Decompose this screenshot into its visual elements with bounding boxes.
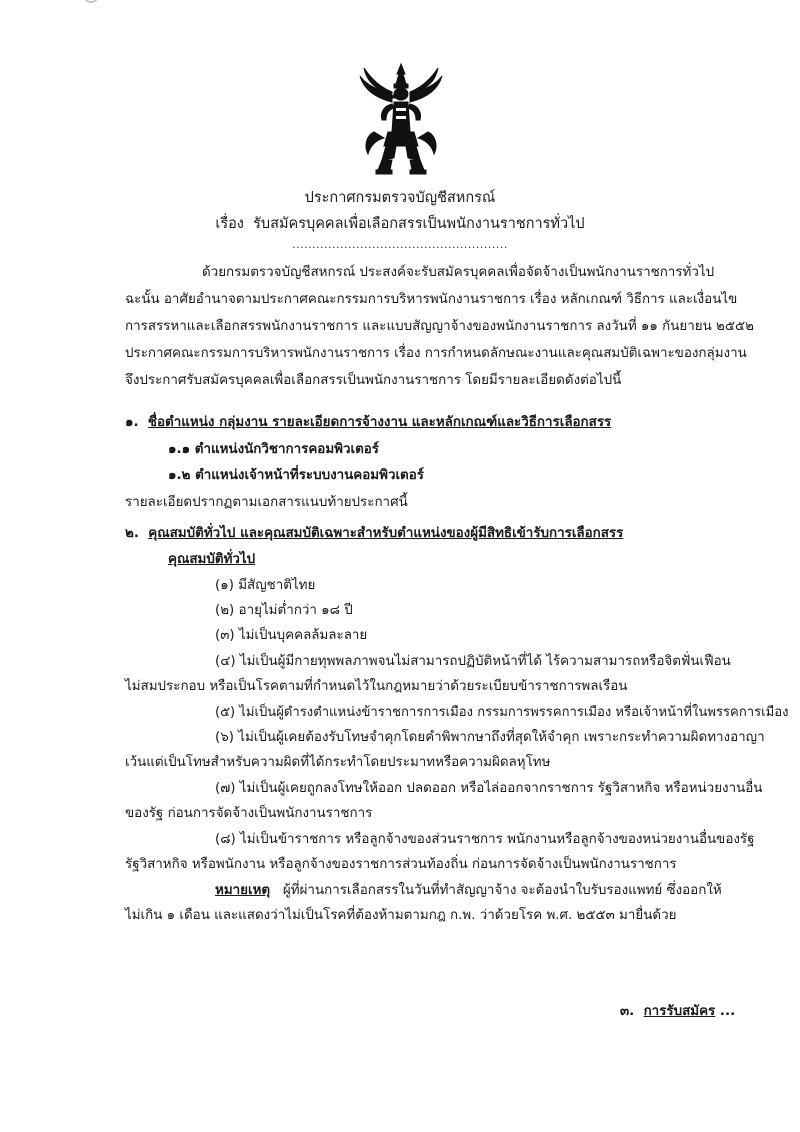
corner-mark bbox=[80, 0, 102, 8]
qualification-7-line-2: ของรัฐ ก่อนการจัดจ้างเป็นพนักงานราชการ bbox=[125, 806, 373, 821]
section-2-number: ๒. bbox=[125, 526, 139, 541]
qualification-4-line-1: (๔) ไม่เป็นผู้มีกายทุพพลภาพจนไม่สามารถปฏิบัติหน้าที่ได้ ไร้ความสามารถหรือจิตฟั่นเฟือน bbox=[215, 654, 731, 669]
intro-line-4: ประกาศคณะกรรมการบริหารพนักงานราชการ เรื่อง การกำหนดลักษณะงานและคุณสมบัติเฉพาะของกลุ่มงาน bbox=[125, 346, 747, 361]
section-2-title: คุณสมบัติทั่วไป และคุณสมบัติเฉพาะสำหรับตำแหน่งของผู้มีสิทธิเข้ารับการเลือกสรร bbox=[148, 526, 624, 541]
intro-line-5: จึงประกาศรับสมัครบุคคลเพื่อเลือกสรรเป็นพนักงานราชการ โดยมีรายละเอียดดังต่อไปนี้ bbox=[125, 373, 622, 388]
qualification-5: (๕) ไม่เป็นผู้ดำรงตำแหน่งข้าราชการการเมือง กรรมการพรรคการเมือง หรือเจ้าหน้าที่ในพรรคการเมือง bbox=[215, 705, 789, 720]
section-1-item-1: ๑.๑ ตำแหน่งนักวิชาการคอมพิวเตอร์ bbox=[168, 442, 380, 457]
qualification-3: (๓) ไม่เป็นบุคคลล้มละลาย bbox=[215, 628, 368, 643]
intro-line-3: การสรรหาและเลือกสรรพนักงานราชการ และแบบสัญญาจ้างของพนักงานราชการ ลงวันที่ ๑๑ กันยายน ๒๕๕๒ bbox=[125, 319, 754, 334]
continuation-number: ๓. bbox=[620, 1004, 635, 1019]
qualification-1: (๑) มีสัญชาติไทย bbox=[215, 578, 316, 593]
garuda-emblem-icon bbox=[356, 62, 446, 180]
general-qualifications-heading: คุณสมบัติทั่วไป bbox=[168, 552, 256, 567]
remark-line-1 bbox=[215, 882, 722, 900]
qualification-2: (๒) อายุไม่ต่ำกว่า ๑๘ ปี bbox=[215, 603, 353, 618]
subject-label: เรื่อง bbox=[215, 216, 244, 232]
qualification-8-line-1: (๘) ไม่เป็นข้าราชการ หรือลูกจ้างของส่วนราชการ พนักงานหรือลูกจ้างของหน่วยงานอื่นของรัฐ bbox=[215, 832, 755, 847]
section-1-note: รายละเอียดปรากฏตามเอกสารแนบท้ายประกาศนี้ bbox=[125, 495, 408, 510]
continuation-ellipsis: ... bbox=[719, 1004, 736, 1019]
subject-text: รับสมัครบุคคลเพื่อเลือกสรรเป็นพนักงานราชการทั่วไป bbox=[253, 216, 585, 232]
section-1-item-2: ๑.๒ ตำแหน่งเจ้าหน้าที่ระบบงานคอมพิวเตอร์ bbox=[168, 468, 424, 483]
qualification-7-line-1: (๗) ไม่เป็นผู้เคยถูกลงโทษให้ออก ปลดออก หรือไล่ออกจากราชการ รัฐวิสาหกิจ หรือหน่วยงานอื่น bbox=[215, 781, 763, 796]
remark-line-2: ไม่เกิน ๑ เดือน และแสดงว่าไม่เป็นโรคที่ต้องห้ามตามกฎ ก.พ. ว่าด้วยโรค พ.ศ. ๒๕๕๓ มายื่นด้วย bbox=[125, 908, 677, 923]
qualification-8-line-2: รัฐวิสาหกิจ หรือพนักงาน หรือลูกจ้างของราชการส่วนท้องถิ่น ก่อนการจัดจ้างเป็นพนักงานราชการ bbox=[125, 857, 677, 872]
qualification-6-line-1: (๖) ไม่เป็นผู้เคยต้องรับโทษจำคุกโดยคำพิพากษาถึงที่สุดให้จำคุก เพราะกระทำความผิดทางอาญา bbox=[215, 730, 765, 745]
title-divider: ...................................................... bbox=[292, 238, 508, 251]
continuation-text: การรับสมัคร bbox=[643, 1004, 716, 1019]
qualification-6-line-2: เว้นแต่เป็นโทษสำหรับความผิดที่ได้กระทำโดยประมาทหรือความผิดลหุโทษ bbox=[125, 755, 551, 770]
next-page-continuation bbox=[620, 1003, 735, 1021]
section-1-heading bbox=[125, 414, 611, 432]
section-2-heading bbox=[125, 525, 623, 543]
section-1-number: ๑. bbox=[125, 415, 139, 430]
announcement-subject bbox=[0, 212, 800, 235]
remark-label: หมายเหตุ bbox=[215, 883, 271, 898]
intro-line-2: ฉะนั้น อาศัยอำนาจตามประกาศคณะกรรมการบริหารพนักงานราชการ เรื่อง หลักเกณฑ์ วิธีการ และเงื่อนไข bbox=[125, 292, 738, 307]
qualification-4-line-2: ไม่สมประกอบ หรือเป็นโรคตามที่กำหนดไว้ในกฎหมายว่าด้วยระเบียบข้าราชการพลเรือน bbox=[125, 679, 628, 694]
announcement-title: ประกาศกรมตรวจบัญชีสหกรณ์ bbox=[304, 190, 496, 206]
intro-line-1: ด้วยกรมตรวจบัญชีสหกรณ์ ประสงค์จะรับสมัครบุคคลเพื่อจัดจ้างเป็นพนักงานราชการทั่วไป bbox=[202, 265, 715, 280]
remark-text: ผู้ที่ผ่านการเลือกสรรในวันที่ทำสัญญาจ้าง จะต้องนำใบรับรองแพทย์ ซึ่งออกให้ bbox=[282, 883, 722, 898]
section-1-title: ชื่อตำแหน่ง กลุ่มงาน รายละเอียดการจ้างงาน และหลักเกณฑ์และวิธีการเลือกสรร bbox=[147, 415, 612, 430]
